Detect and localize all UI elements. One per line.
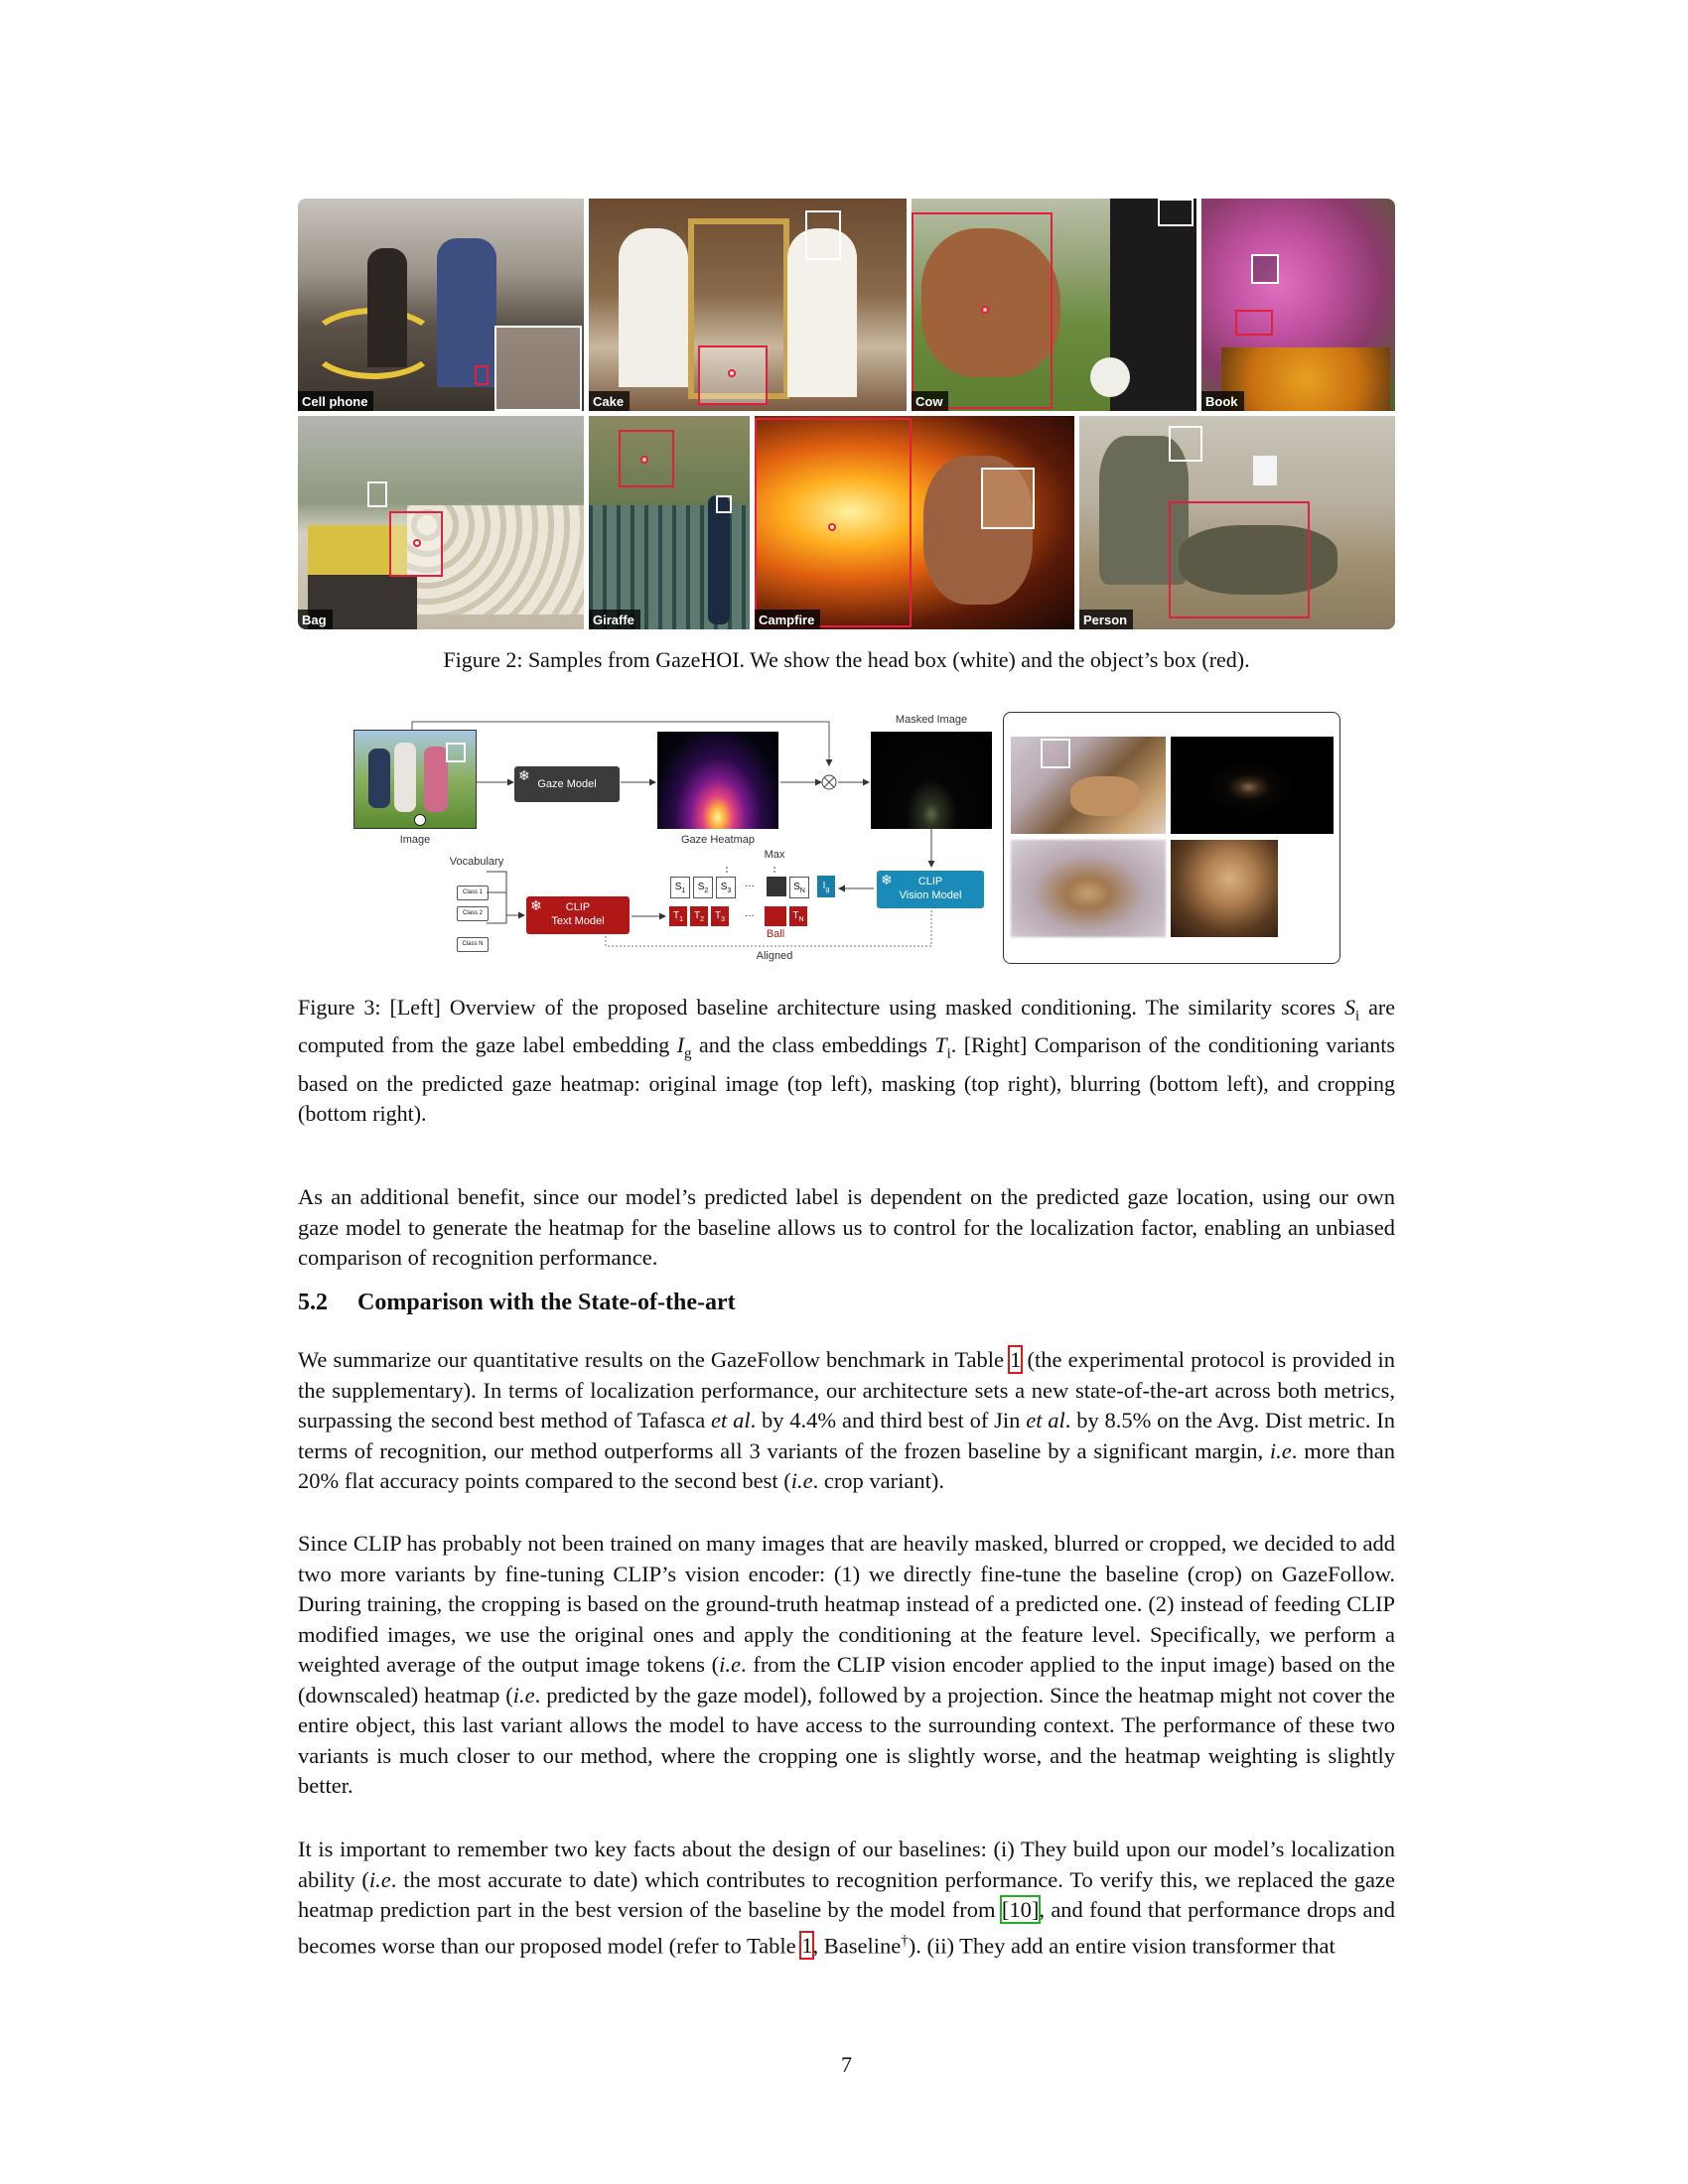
figure-2-tile-campfire: [755, 416, 1074, 629]
snowflake-icon: ❄: [881, 872, 893, 887]
snowflake-icon: ❄: [530, 897, 542, 913]
score-s2: $S_2$: [693, 877, 713, 898]
figure-3-input-image: [353, 730, 477, 829]
section-number: 5.2: [298, 1290, 328, 1315]
figure-3-max-label: Max: [764, 849, 785, 861]
ball-label: Ball: [766, 928, 785, 940]
embedding-t1: $T_1$: [669, 906, 687, 926]
tile-label: Person: [1079, 610, 1133, 629]
variant-blurring: [1011, 840, 1166, 937]
table-ref-link[interactable]: 1: [801, 1933, 813, 1958]
figure-2-tile-giraffe: [589, 416, 750, 629]
figure-3-caption: [298, 993, 1395, 1129]
caption-text: Figure 3: [Left] Overview of the proposed baseline architecture using masked conditioning. The similarity scores: [298, 995, 1344, 1020]
tile-label: Giraffe: [589, 610, 640, 629]
text-run: . by 4.4% and third best of Jin: [750, 1408, 1027, 1433]
text-run: ). (ii) They add an entire vision transformer that: [908, 1933, 1336, 1958]
tile-label: Cow: [912, 391, 948, 411]
paragraph-4: [298, 1835, 1395, 1962]
caption-text: and the class embeddings: [691, 1032, 935, 1058]
math-s: S: [1343, 995, 1355, 1020]
text-run: Since CLIP has probably not been trained on many images that are heavily masked, blurred or cropped, we decided to add two more variants by fine-tuning CLIP’s vision encoder: (1) we directly fine-tune the baseline (crop) on GazeFollow. During training, the cropping is based on the ground-truth heatmap instead of a predicted one. (2) instead of feeding CLIP modified images, we use the original ones and apply the conditioning at the feature level. Specifically, we perform a weighted average of the output image tokens (: [298, 1531, 1395, 1677]
figure-3-vocabulary-label: Vocabulary: [449, 856, 504, 868]
text-run: . crop variant).: [812, 1468, 945, 1493]
caption-text: . [Right] Comparison of the conditioning variants based on the predicted gaze heatmap: original image (top left), masking (top right), blurring (bottom left), and cropping (bottom right).: [298, 1032, 1395, 1126]
figure-2-tile-book: [1201, 199, 1395, 411]
citation-link[interactable]: [10]: [1001, 1897, 1040, 1922]
text-run: . predicted by the gaze model), followed by a projection. Since the heatmap might not cover the entire object, this last variant allows the model to have access to the surrounding context. The performance of these two variants is much closer to our method, where the cropping one is slightly worse, and the heatmap weighting is slightly better.: [298, 1682, 1396, 1798]
score-s3: $S_3$: [716, 877, 736, 898]
tile-label: Cell phone: [298, 391, 373, 411]
tile-label: Bag: [298, 610, 333, 629]
variant-original: [1011, 737, 1166, 834]
table-ref-link[interactable]: 1: [1010, 1347, 1022, 1372]
figure-3-heatmap-label: Gaze Heatmap: [681, 834, 755, 846]
vocab-class-2: Class 2: [457, 906, 489, 921]
text-run: . the most accurate to date) which contributes to recognition performance. To verify this, we replaced the gaze heatmap prediction part in the best version of the baseline by the model from: [298, 1866, 1396, 1922]
math-t: T: [934, 1032, 947, 1058]
figure-3-gaze-model-block: [514, 766, 620, 802]
section-title: Comparison with the State-of-the-art: [357, 1290, 736, 1315]
dagger-mark: †: [901, 1932, 909, 1949]
variant-cropping: [1171, 840, 1278, 937]
tile-label: Cake: [589, 391, 630, 411]
score-max: [767, 877, 786, 896]
figure-3-gaze-heatmap: [657, 732, 778, 829]
variant-masking: [1171, 737, 1334, 834]
aligned-label: Aligned: [756, 950, 793, 962]
math-sub: g: [684, 1045, 692, 1062]
figure-2-tile-cow: [912, 199, 1196, 411]
embedding-ball: [765, 906, 786, 926]
section-heading: [298, 1290, 736, 1316]
figure-3-masked-image: [871, 732, 992, 829]
dots-label: …: [745, 908, 755, 919]
figure-2-tile-cake: [589, 199, 907, 411]
text-italic: et al: [711, 1408, 751, 1433]
paragraph-3: [298, 1529, 1395, 1802]
text-run: , and found that performance drops and becomes worse than our proposed model (refer to Table: [298, 1897, 1395, 1958]
clip-text-sublabel: Text Model: [551, 915, 605, 927]
score-s1: $S_1$: [670, 877, 690, 898]
math-sub: i: [1354, 1008, 1360, 1024]
text-italic: i.e: [719, 1652, 742, 1677]
text-italic: i.e: [1269, 1437, 1292, 1463]
tile-label: Book: [1201, 391, 1244, 411]
embedding-t2: $T_2$: [690, 906, 708, 926]
text-italic: i.e: [512, 1682, 535, 1707]
figure-3-clip-vision-block: [877, 871, 984, 908]
text-run: (the experimental protocol is provided in the supplementary). In terms of localization performance, our architecture sets a new state-of-the-art across both metrics, surpassing the second best method of Tafasca: [298, 1347, 1395, 1433]
figure-3-image-label: Image: [399, 834, 431, 846]
figure-3-conditioning-variants: [1003, 712, 1340, 964]
text-run: It is important to remember two key facts about the design of our baselines: (i) They build upon our model’s localization ability (: [298, 1837, 1395, 1892]
text-italic: i.e: [790, 1468, 813, 1493]
figure-3: [298, 710, 1395, 978]
paragraph-2: [298, 1345, 1395, 1497]
text-run: . more than 20% flat accuracy points compared to the second best (: [298, 1437, 1395, 1493]
figure-3-similarity-scores: [670, 877, 736, 898]
figure-2-caption: Figure 2: Samples from GazeHOI. We show the head box (white) and the object’s box (red).: [443, 647, 1250, 672]
text-run: , Baseline: [812, 1933, 902, 1958]
clip-text-label: CLIP: [565, 901, 591, 913]
tile-label: Campfire: [755, 610, 820, 629]
gaze-embedding-ig: $I_g$: [817, 876, 835, 897]
dots-label: …: [745, 879, 755, 889]
figure-3-class-embeddings: [669, 906, 729, 926]
text-run: . by 8.5% on the Avg. Dist metric. In terms of recognition, our method outperforms all 3 variants of the frozen baseline by a significant margin,: [298, 1408, 1395, 1463]
figure-2-tile-cell-phone: [298, 199, 584, 411]
gaze-model-label: Gaze Model: [537, 778, 597, 790]
clip-vision-sublabel: Vision Model: [899, 889, 962, 901]
text-italic: i.e: [368, 1866, 391, 1892]
vocab-class-n: Class N: [457, 937, 489, 952]
figure-3-masked-image-title: Masked Image: [895, 714, 968, 726]
text-italic: et al: [1026, 1408, 1065, 1433]
caption-text: are computed from the gaze label embedding: [298, 995, 1395, 1058]
clip-vision-label: CLIP: [917, 876, 943, 887]
score-sn: $S_N$: [789, 877, 809, 898]
figure-2-tile-person: [1079, 416, 1395, 629]
vocab-class-1: Class 1: [457, 886, 489, 900]
page-number: 7: [841, 2052, 852, 2077]
math-sub: i: [946, 1045, 951, 1062]
embedding-t3: $T_3$: [711, 906, 729, 926]
figure-2-tile-bag: [298, 416, 584, 629]
math-i: I: [676, 1032, 685, 1058]
figure-3-clip-text-block: [526, 896, 630, 934]
text-run: . from the CLIP vision encoder applied to the input image) based on the (downscaled) heatmap (: [298, 1652, 1396, 1707]
embedding-tn: $T_N$: [789, 906, 807, 926]
paragraph-1: As an additional benefit, since our model’s predicted label is dependent on the predicted gaze location, using our own gaze model to generate the heatmap for the baseline allows us to control for the localization factor, enabling an unbiased comparison of recognition performance.: [298, 1184, 1395, 1270]
snowflake-icon: ❄: [518, 767, 530, 783]
text-run: We summarize our quantitative results on the GazeFollow benchmark in Table: [298, 1347, 1011, 1372]
